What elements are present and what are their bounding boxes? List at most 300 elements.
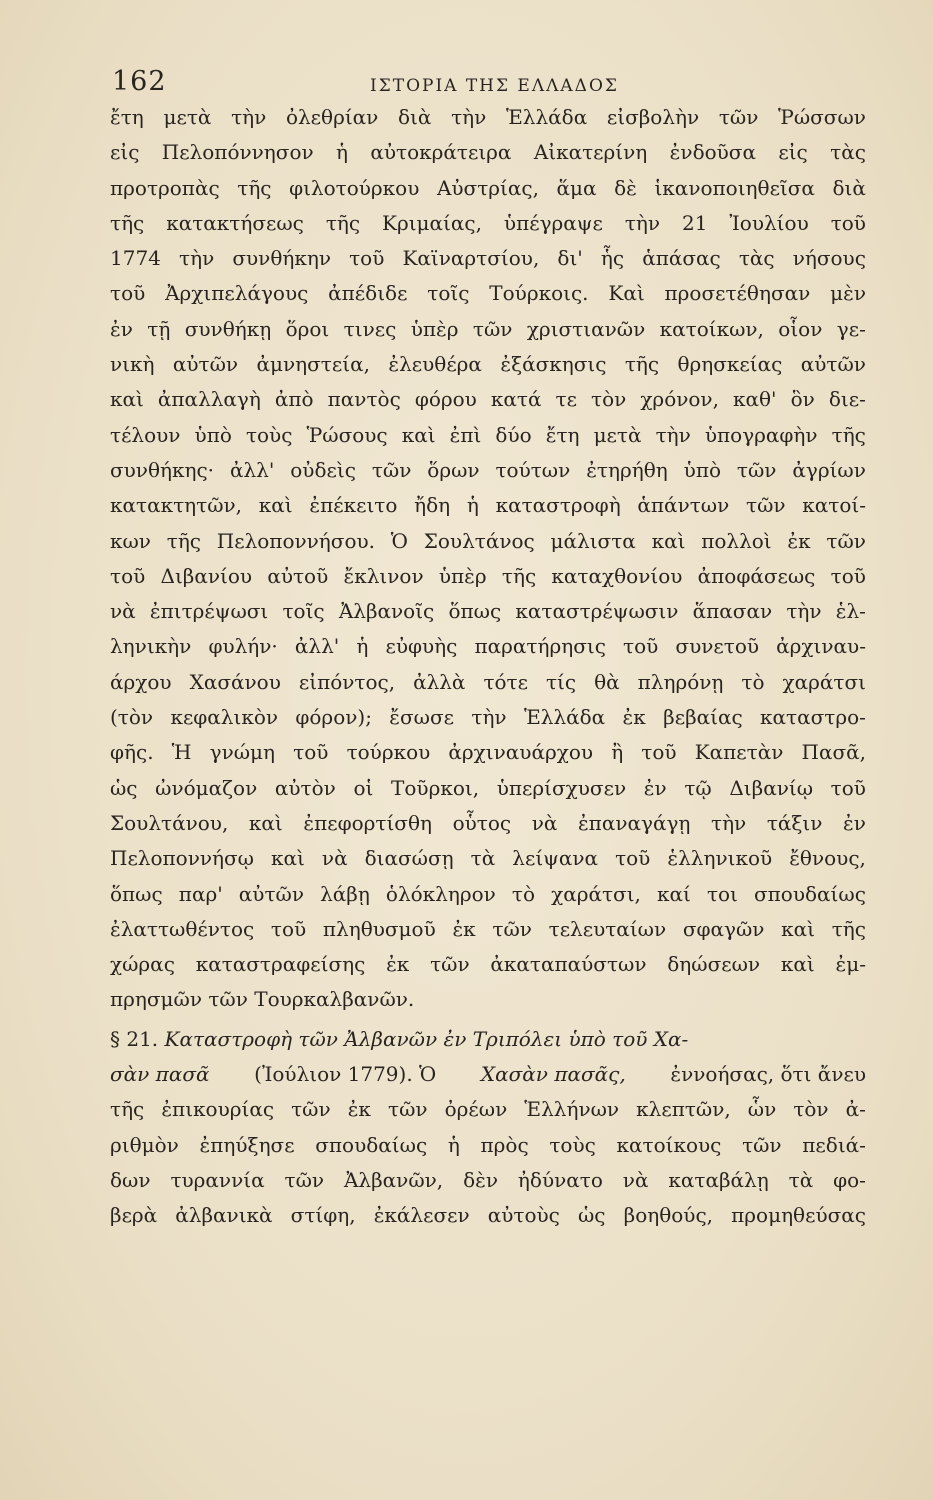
text-line-content	[110, 135, 866, 170]
word: ἀ-	[845, 1097, 866, 1122]
word: τῆς	[624, 352, 660, 377]
word: τῆς	[110, 210, 145, 235]
word: ἐξάσκησις	[500, 352, 607, 377]
word: ὑπὸ	[683, 457, 721, 482]
text-line-content	[110, 453, 866, 488]
word: διασώσῃ	[364, 846, 454, 871]
word: εἰπόντος,	[298, 669, 396, 694]
word: φιλοτούρκου	[289, 175, 420, 200]
word: τῶν	[718, 105, 759, 129]
word: στίφη,	[290, 1203, 356, 1228]
word: ἑλληνικοῦ	[667, 846, 773, 871]
text-line-content	[110, 877, 866, 912]
word: Πελοποννήσῳ	[110, 846, 254, 871]
text-line	[110, 347, 866, 382]
word: ἐτηρήθη	[586, 457, 668, 482]
word: τε	[555, 387, 577, 412]
text-line	[110, 735, 866, 770]
text-line-content: πρησμῶν τῶν Τουρκαλβανῶν.	[110, 987, 415, 1012]
word: τῆς	[325, 210, 361, 235]
word: παρατήρησις	[474, 634, 606, 659]
word: τῇ	[147, 316, 171, 341]
word: ἐλευθέρα	[388, 352, 482, 377]
word: ἡ	[447, 1132, 460, 1157]
text-line	[110, 559, 866, 594]
word: ἢ	[611, 740, 624, 765]
word: καὶ	[248, 810, 283, 835]
text-line	[110, 629, 866, 664]
word: Ἡ	[171, 740, 192, 765]
word: φῆς.	[110, 740, 154, 765]
word: ἐπὶ	[449, 422, 482, 447]
section-date: (Ἰούλιον 1779). Ὁ	[254, 1062, 437, 1087]
word: τῶν	[291, 1097, 331, 1122]
text-line-content	[110, 1092, 866, 1127]
word: ἀγρίων	[792, 457, 866, 482]
word: κεφαλικὸν	[170, 705, 279, 730]
word: ὅπως	[110, 881, 163, 906]
word: σπουδαίως	[754, 881, 866, 906]
text-line	[110, 241, 866, 276]
word: χρόνον,	[640, 387, 719, 412]
word: ὑπέγραψε	[503, 210, 603, 235]
text-line-content	[110, 700, 866, 735]
word: κατοίκων,	[659, 316, 764, 341]
text-line	[110, 1128, 866, 1163]
word: παρ'	[178, 881, 223, 906]
word: οὗτος	[452, 810, 512, 835]
word: τέλουν	[110, 422, 181, 447]
text-line	[110, 312, 866, 347]
word: καθ'	[733, 387, 777, 412]
page-number: 162	[112, 66, 167, 97]
word: μετὰ	[593, 422, 642, 447]
word: μετὰ	[163, 105, 212, 129]
word: ἀλλὰ	[413, 669, 466, 694]
word: τῶν	[388, 1097, 428, 1122]
word: ὑπογραφὴν	[704, 422, 818, 447]
word: ἐπεφορτίσθη	[303, 810, 432, 835]
word: Σουλτάνου,	[110, 810, 229, 835]
word: οὐδεὶς	[290, 457, 356, 482]
word: καὶ	[258, 493, 293, 518]
text-line	[110, 1163, 866, 1198]
word: τοῦ	[830, 775, 866, 800]
word: Ἀλβανοῖς	[338, 599, 435, 624]
text-line-content	[110, 241, 866, 276]
word: συνετοῦ	[675, 634, 760, 659]
word: ὡς	[110, 775, 138, 800]
word: ἐκ	[386, 952, 410, 977]
word: τῆς	[831, 422, 866, 447]
word: αὐτοκράτειρα	[370, 140, 512, 165]
text-line	[110, 947, 866, 982]
word: κων	[110, 528, 151, 553]
word: ὑπὸ	[194, 422, 232, 447]
text-span: ἐννοήσας, ὅτι ἄνευ	[670, 1062, 866, 1087]
text-line	[110, 418, 866, 453]
word: καταστρέψωσιν	[515, 599, 679, 624]
text-line-content	[110, 347, 866, 382]
word: τούρκου	[346, 740, 431, 765]
word: κατοίκους	[616, 1132, 722, 1157]
word: κατοί-	[802, 493, 866, 518]
text-line	[110, 806, 866, 841]
word: ὀρέων	[444, 1097, 508, 1122]
text-line	[110, 1092, 866, 1127]
word: τυραννία	[170, 1167, 265, 1192]
word: τότε	[483, 669, 528, 694]
word: προσετέθησαν	[664, 281, 811, 306]
text-line-content	[110, 947, 866, 982]
word: καὶ	[780, 952, 815, 977]
word: θὰ	[594, 669, 620, 694]
word: πληθυσμοῦ	[322, 916, 436, 941]
word: τὰς	[830, 140, 866, 165]
text-line-content	[110, 912, 866, 947]
word: τὰς	[738, 246, 775, 271]
word: καταβάλῃ	[668, 1167, 769, 1192]
word: συνθήκην	[232, 246, 331, 271]
word: τὰ	[470, 846, 496, 871]
word: τῶν	[472, 316, 513, 341]
text-line-content	[110, 382, 866, 417]
word: ἀλβανικὰ	[175, 1203, 273, 1228]
word: ὡς	[578, 1203, 606, 1228]
word: σφαγῶν	[682, 916, 765, 941]
word: κατά	[490, 387, 542, 412]
word: μὲν	[830, 281, 866, 306]
word: ἐλαττωθέντος	[110, 916, 255, 941]
text-line	[110, 206, 866, 241]
word: τῶν	[826, 528, 866, 553]
word: διε-	[828, 387, 866, 412]
word: ἔθνους,	[789, 846, 866, 871]
word: τοῦ	[830, 563, 866, 588]
word: ἐπικουρίας	[161, 1097, 275, 1122]
word: τοῦ	[830, 210, 866, 235]
text-line	[110, 771, 866, 806]
word: ἐπέκειτο	[309, 493, 398, 518]
text-line-content	[110, 806, 866, 841]
word: γνώμη	[209, 740, 276, 765]
word: καταστραφείσης	[195, 952, 366, 977]
text-line-content	[110, 100, 866, 135]
word: ἐπηύξησε	[199, 1132, 295, 1157]
word: Αἰκατερίνη	[533, 140, 648, 165]
word: συνθήκης·	[110, 457, 215, 482]
word: καί	[657, 881, 691, 906]
word: φο-	[833, 1167, 866, 1192]
word: Καϊναρτσίου,	[402, 246, 540, 271]
word: Πελοποννήσου.	[216, 528, 375, 553]
word: τοῦ	[110, 281, 146, 306]
word: τούτων	[495, 457, 571, 482]
word: τῶν	[430, 952, 470, 977]
word: δων	[110, 1167, 151, 1192]
word: τοῦ	[349, 246, 385, 271]
word: οἷον	[778, 316, 823, 341]
paragraph	[110, 1092, 866, 1233]
word: Ἰουλίου	[729, 210, 809, 235]
word: λάβῃ	[320, 881, 370, 906]
word: ἐμ-	[835, 952, 866, 977]
word: προμηθεύσας	[731, 1203, 866, 1228]
text-line	[110, 100, 866, 135]
word: τοῦ	[110, 563, 146, 588]
word: τῆς	[831, 916, 866, 941]
word: ἡ	[336, 140, 348, 165]
word: ἁπάντων	[637, 493, 730, 518]
word: προτροπὰς	[110, 175, 220, 200]
word: ὁλόκληρον	[385, 881, 496, 906]
word: τὴν	[231, 105, 267, 129]
word: τὸ	[511, 881, 535, 906]
word: ἐκ	[622, 705, 646, 730]
word: ἡ	[466, 493, 479, 518]
word: ἐνδοῦσα	[669, 140, 756, 165]
word: ἀπέδιδε	[328, 281, 408, 306]
word: τῶν	[736, 457, 777, 482]
text-line-content	[110, 488, 866, 523]
word: καὶ	[271, 846, 305, 871]
word: ἀλλ'	[294, 634, 340, 659]
text-line-content	[110, 665, 866, 700]
word: ὑπὲρ	[410, 316, 459, 341]
word: ἀποφάσεως	[697, 563, 816, 588]
word: δηώσεων	[667, 952, 761, 977]
text-line-content	[110, 276, 866, 311]
word: τίς	[545, 669, 577, 694]
text-line	[110, 982, 866, 1017]
word: ἐκ	[347, 1097, 371, 1122]
text-line	[110, 841, 866, 876]
word: νήσους	[792, 246, 866, 271]
word: τῶν	[742, 1132, 782, 1157]
word: τοῖς	[427, 281, 470, 306]
word: Ἀρχιπελάγους	[165, 281, 309, 306]
word: ἐπαναγάγῃ	[577, 810, 691, 835]
word: αὐτοῦ	[267, 563, 329, 588]
word: ἐν	[843, 810, 866, 835]
word: Ἑλλάδα	[523, 705, 606, 730]
word: ἅπασαν	[692, 599, 773, 624]
word: καὶ	[651, 528, 686, 553]
word: πρὸς	[480, 1132, 529, 1157]
word: τοὺς	[245, 422, 293, 447]
word: τῷ	[684, 775, 712, 800]
text-line-content	[110, 171, 866, 206]
word: Πασᾶ,	[801, 740, 866, 765]
section-title-continued: σὰν πασᾶ	[110, 1062, 210, 1087]
word: τὴν	[471, 705, 507, 730]
word: καταστρο-	[760, 705, 866, 730]
word: καταστροφὴ	[495, 493, 621, 518]
word: τῆς	[110, 1097, 145, 1122]
text-line-content	[110, 1198, 866, 1233]
word: ἐν	[643, 775, 667, 800]
word: ριθμὸν	[110, 1132, 179, 1157]
section-heading-line	[110, 1022, 866, 1057]
word: δὲν	[463, 1167, 498, 1192]
word: Ῥώσσων	[778, 105, 866, 129]
word: 1774	[110, 246, 161, 271]
word: τὴν	[786, 599, 822, 624]
word: δύο	[495, 422, 532, 447]
word: ἐν	[110, 316, 133, 341]
word: συνθήκῃ	[184, 316, 272, 341]
word: ὑπερίσχυσεν	[496, 775, 627, 800]
word: Ἑλλήνων	[524, 1097, 620, 1122]
text-line-content	[110, 312, 866, 347]
word: γε-	[836, 316, 866, 341]
word: Τούρκοις.	[489, 281, 589, 306]
word: χριστιανῶν	[526, 316, 646, 341]
word: ἧς	[600, 246, 625, 271]
word: πεδιά-	[802, 1132, 866, 1157]
word: Διβανίου	[160, 563, 253, 588]
word: ἠδύνατο	[517, 1167, 603, 1192]
word: τὸν	[591, 387, 627, 412]
word: ἐκ	[452, 916, 476, 941]
word: νὰ	[531, 810, 558, 835]
text-line	[110, 171, 866, 206]
word: Καπετὰν	[694, 740, 784, 765]
word: (τὸν	[110, 705, 154, 730]
word: κατακτητῶν,	[110, 493, 243, 518]
word: ὠνόμαζον	[155, 775, 258, 800]
word: αὐτῶν	[172, 352, 239, 377]
word: αὐτὸν	[274, 775, 336, 800]
word: καὶ	[401, 422, 436, 447]
word: ἐκάλεσεν	[373, 1203, 470, 1228]
word: τῶν	[371, 457, 412, 482]
word: τοῦ	[641, 740, 677, 765]
word: αὐτοὺς	[487, 1203, 560, 1228]
word: ἁπάσας	[642, 246, 721, 271]
word: σπουδαίως	[315, 1132, 428, 1157]
section-number: § 21.	[110, 1026, 159, 1051]
word: ὑπὲρ	[438, 563, 487, 588]
word: βοηθούς,	[623, 1203, 714, 1228]
word: Χασάνου	[189, 669, 281, 694]
word: ἀκαταπαύστων	[490, 952, 647, 977]
word: τοῦ	[270, 916, 307, 941]
word: ἀρχιναυ-	[776, 634, 866, 659]
word: τὸν	[793, 1097, 829, 1122]
word: ἑλ-	[835, 599, 866, 624]
section-heading-line	[110, 1057, 866, 1092]
word: νὰ	[110, 599, 136, 624]
word: τὴν	[179, 246, 215, 271]
word: τινες	[343, 316, 397, 341]
section-title: Καταστροφὴ τῶν Ἀλβανῶν ἐν Τριπόλει ὑπὸ τοῦ Χα-	[164, 1026, 689, 1051]
word: ἡ	[356, 634, 369, 659]
word: ἔκλινον	[343, 563, 424, 588]
word: τὴν	[655, 422, 691, 447]
word: τελευταίων	[548, 916, 667, 941]
word: Τοῦρκοι,	[391, 775, 480, 800]
word: χώρας	[110, 952, 175, 977]
word: Σουλτάνος	[423, 528, 535, 553]
text-line-content	[110, 1163, 866, 1198]
word: τῆς	[237, 175, 272, 200]
word: Καὶ	[608, 281, 645, 306]
text-line	[110, 1198, 866, 1233]
paragraph	[110, 100, 866, 1018]
word: ὃν	[790, 387, 815, 412]
word: φυλήν·	[208, 634, 278, 659]
word: κλεπτῶν,	[636, 1097, 731, 1122]
word: τῶν	[284, 1167, 325, 1192]
word: βερὰ	[110, 1203, 158, 1228]
body-text	[110, 100, 866, 1234]
word: ἀρχιναυάρχου	[448, 740, 594, 765]
word: Ἑλλάδα	[505, 105, 588, 129]
word: καὶ	[110, 387, 144, 412]
word: ἔτη	[545, 422, 580, 447]
word: τάξιν	[766, 810, 823, 835]
word: δὲ	[614, 175, 637, 200]
word: διὰ	[832, 175, 866, 200]
word: ἀπαλλαγὴ	[157, 387, 261, 412]
word: ὧν	[747, 1097, 777, 1122]
word: Κριμαίας,	[382, 210, 482, 235]
word: τοὺς	[549, 1132, 596, 1157]
word: χαράτσι	[782, 669, 866, 694]
word: καὶ	[781, 916, 815, 941]
word: φόρον);	[295, 705, 372, 730]
word: αὐτῶν	[800, 352, 866, 377]
word: εἰς	[110, 140, 140, 165]
word: τῶν	[492, 916, 532, 941]
word: ἱκανοποιηθεῖσα	[654, 175, 815, 200]
word: νὰ	[622, 1167, 649, 1192]
word: ἀμνηστεία,	[256, 352, 370, 377]
text-line	[110, 877, 866, 912]
text-line-content	[110, 771, 866, 806]
word: μάλιστα	[550, 528, 636, 553]
word: τοῦ	[623, 634, 659, 659]
text-line-content	[110, 559, 866, 594]
text-line-content	[110, 594, 866, 629]
word: τὸ	[741, 669, 765, 694]
word: εἰς	[778, 140, 808, 165]
word: Διβανίῳ	[729, 775, 814, 800]
word: ἐκ	[787, 528, 811, 553]
text-line	[110, 665, 866, 700]
text-line	[110, 912, 866, 947]
word: τῆς	[501, 563, 537, 588]
text-line	[110, 453, 866, 488]
word: τὰ	[788, 1167, 814, 1192]
word: ἅμα	[556, 175, 597, 200]
running-title: ΙΣΤΟΡΙΑ ΤΗΣ ΕΛΛΑΔΟΣ	[370, 76, 619, 96]
word: δι'	[557, 246, 583, 271]
text-line	[110, 594, 866, 629]
text-line	[110, 700, 866, 735]
word: εὐφυὴς	[385, 634, 458, 659]
word: ἐπιτρέψωσι	[149, 599, 269, 624]
word: ἤδη	[414, 493, 451, 518]
word: τοῦ	[293, 740, 329, 765]
word: ἀπὸ	[274, 387, 314, 412]
word: ἔσωσε	[389, 705, 455, 730]
word: φόρου	[414, 387, 477, 412]
text-line	[110, 382, 866, 417]
word: αὐτῶν	[238, 881, 304, 906]
word: άρχου	[110, 669, 172, 694]
